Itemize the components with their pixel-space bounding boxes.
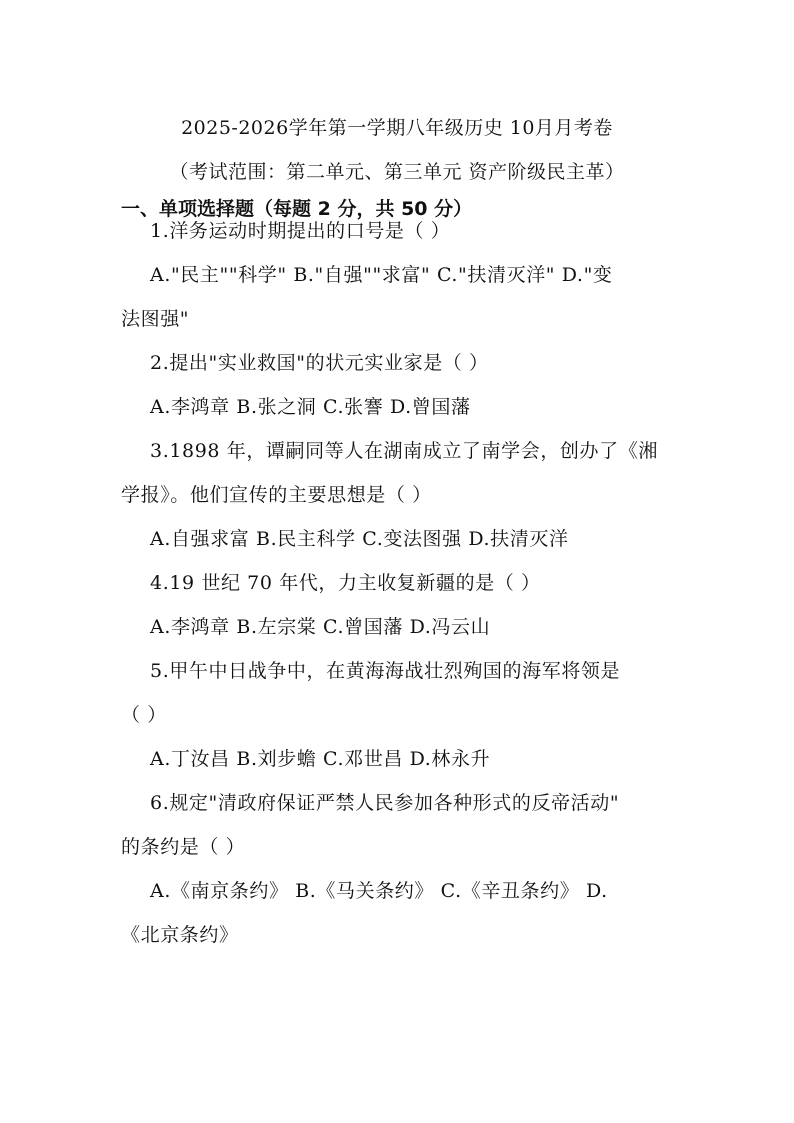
exam-scope: （考试范围：第二单元、第三单元 资产阶级民主革） — [169, 161, 625, 183]
question-4-stem: 4.19 世纪 70 年代，力主收复新疆的是（ ） — [150, 572, 541, 594]
question-3-stem: 3.1898 年，谭嗣同等人在湖南成立了南学会，创办了《湘 — [150, 440, 658, 462]
question-1-options-cont: 法图强" — [121, 308, 190, 330]
question-6-options-cont: 《北京条约》 — [121, 924, 239, 946]
question-5-options: A.丁汝昌 B.刘步蟾 C.邓世昌 D.林永升 — [150, 748, 491, 770]
question-6-stem: 6.规定"清政府保证严禁人民参加各种形式的反帝活动" — [150, 792, 620, 814]
question-4-options: A.李鸿章 B.左宗棠 C.曾国藩 D.冯云山 — [150, 616, 491, 638]
question-1-stem: 1.洋务运动时期提出的口号是（ ） — [150, 220, 451, 242]
question-3-stem-cont: 学报》。他们宣传的主要思想是（ ） — [121, 484, 432, 506]
question-6-stem-cont: 的条约是（ ） — [121, 836, 246, 858]
question-5-stem-cont: （ ） — [121, 704, 167, 726]
question-3-options: A.自强求富 B.民主科学 C.变法图强 D.扶清灭洋 — [150, 528, 569, 550]
question-6-options: A.《南京条约》 B.《马关条约》 C.《辛丑条约》 D. — [150, 880, 608, 902]
section-heading: 一、单项选择题（每题 2 分，共 50 分） — [121, 198, 473, 220]
question-1-options: A."民主""科学" B."自强""求富" C."扶清灭洋" D."变 — [150, 264, 613, 286]
question-2-options: A.李鸿章 B.张之洞 C.张謇 D.曾国藩 — [150, 396, 471, 418]
question-2-stem: 2.提出"实业救国"的状元实业家是（ ） — [150, 352, 489, 374]
question-5-stem: 5.甲午中日战争中，在黄海海战壮烈殉国的海军将领是 — [150, 660, 621, 682]
exam-title: 2025-2026学年第一学期八年级历史 10月月考卷 — [181, 117, 613, 139]
